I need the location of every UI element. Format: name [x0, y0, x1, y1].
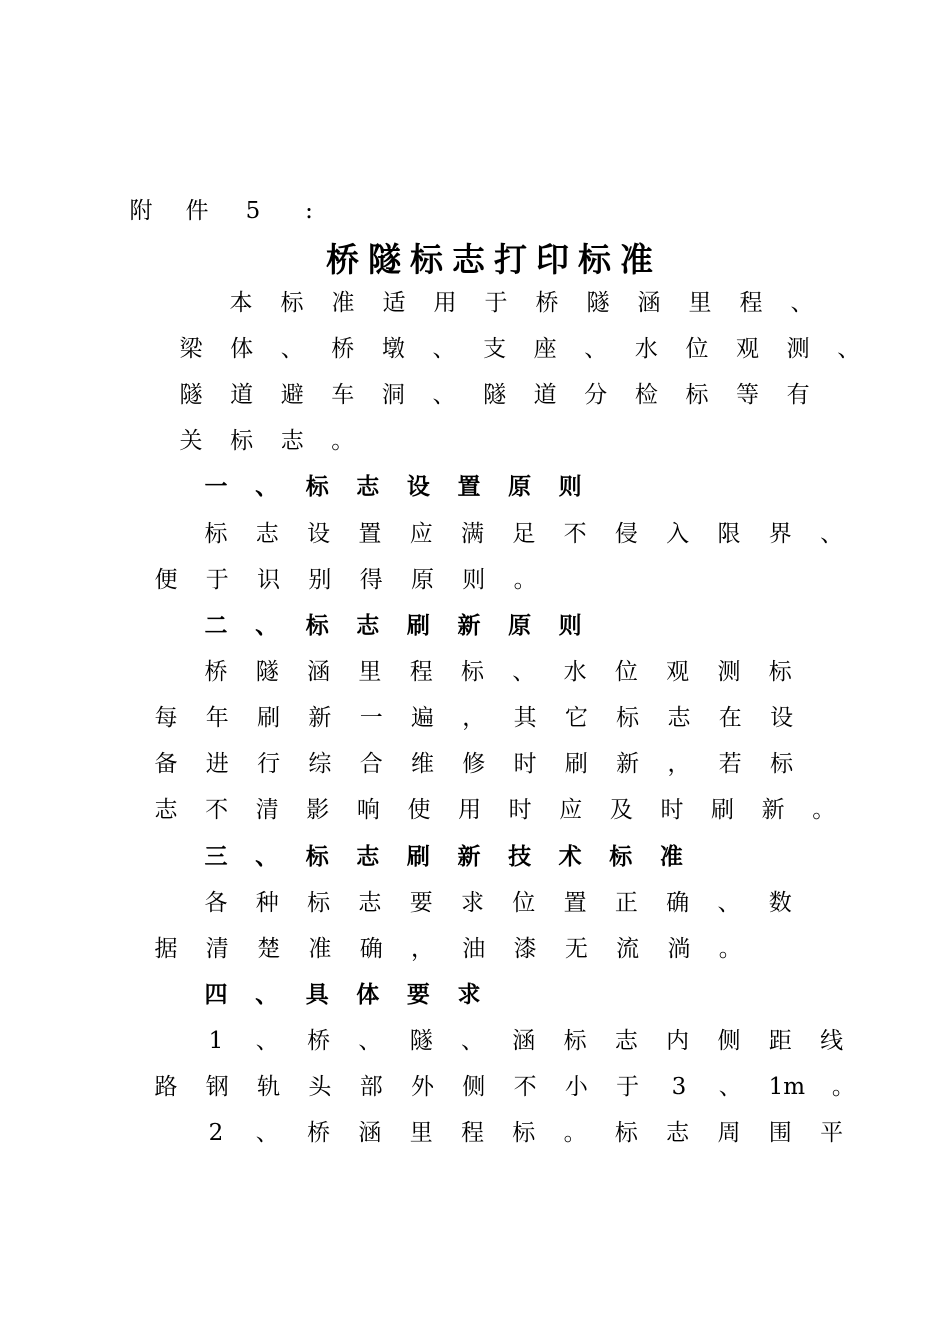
body-line-17: 1 、 桥 、 隧 、 涵 标 志 内 侧 距 线 — [208, 1028, 844, 1054]
body-line-14: 各 种 标 志 要 求 位 置 正 确 、 数 — [204, 890, 792, 916]
body-line-1: 本 标 准 适 用 于 桥 隧 涵 里 程 、 — [229, 290, 814, 316]
body-line-11: 备 进 行 综 合 维 修 时 刷 新 ， 若 标 — [154, 751, 794, 777]
body-line-3: 隧 道 避 车 洞 、 隧 道 分 检 标 等 有 — [179, 382, 810, 408]
body-line-19: 2 、 桥 涵 里 程 标 。 标 志 周 围 平 — [208, 1120, 844, 1146]
body-line-15: 据 清 楚 准 确 ， 油 漆 无 流 淌 。 — [154, 936, 742, 962]
body-line-7: 便 于 识 别 得 原 则 。 — [154, 567, 537, 593]
section-heading-4: 四 、 具 体 要 求 — [204, 982, 481, 1008]
body-line-18: 路 钢 轨 头 部 外 侧 不 小 于 3 、 1m 。 — [154, 1074, 855, 1100]
body-line-6: 标 志 设 置 应 满 足 不 侵 入 限 界 、 — [204, 521, 844, 547]
body-line-12: 志 不 清 影 响 使 用 时 应 及 时 刷 新 。 — [154, 797, 836, 823]
document-title: 桥 隧 标 志 打 印 标 准 — [326, 240, 653, 279]
body-line-4: 关 标 志 。 — [179, 428, 355, 454]
section-heading-1: 一 、 标 志 设 置 原 则 — [204, 474, 582, 500]
attachment-label: 附 件 5 : — [129, 198, 313, 224]
body-line-2: 梁 体 、 桥 墩 、 支 座 、 水 位 观 测 、 — [179, 336, 861, 362]
section-heading-2: 二 、 标 志 刷 新 原 则 — [204, 613, 582, 639]
section-heading-3: 三 、 标 志 刷 新 技 术 标 准 — [204, 844, 683, 870]
body-line-9: 桥 隧 涵 里 程 标 、 水 位 观 测 标 — [204, 659, 792, 685]
body-line-10: 每 年 刷 新 一 遍 ， 其 它 标 志 在 设 — [154, 705, 794, 731]
